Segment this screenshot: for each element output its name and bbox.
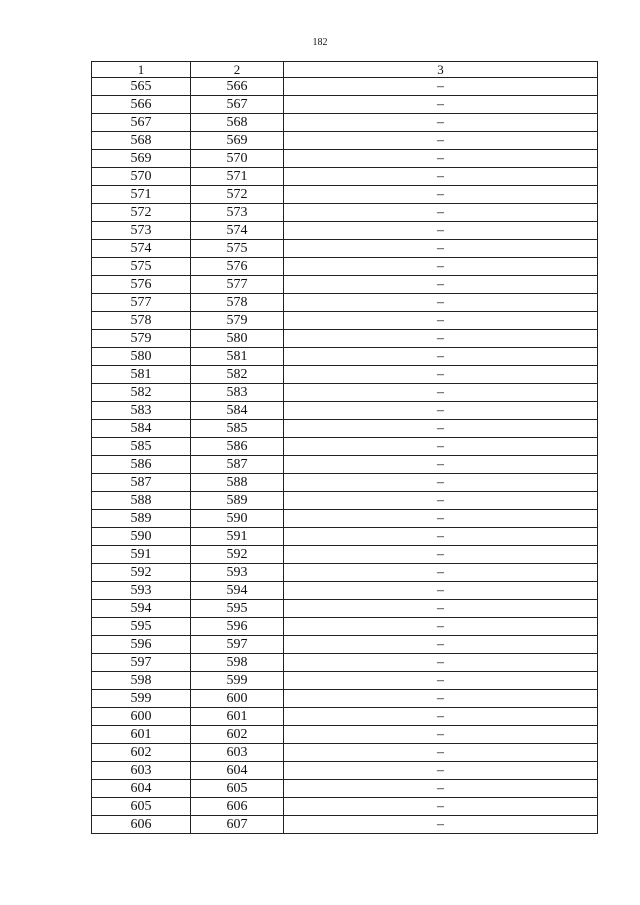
table-cell: 575 [92,258,191,276]
table-cell: 579 [92,330,191,348]
table-row [92,240,598,258]
table-cell: 601 [191,708,284,726]
table-row [92,456,598,474]
table-row [92,600,598,618]
table-row [92,618,598,636]
table-row [92,726,598,744]
table-cell: 596 [191,618,284,636]
table-cell: 604 [92,780,191,798]
table-cell: – [284,672,598,690]
table-cell: 593 [92,582,191,600]
table-cell: – [284,510,598,528]
table-cell: – [284,618,598,636]
table-row [92,762,598,780]
table-cell: – [284,636,598,654]
table-cell: – [284,294,598,312]
table-cell: 587 [92,474,191,492]
table-row [92,312,598,330]
table-cell: 597 [92,654,191,672]
table-row [92,258,598,276]
table-cell: 588 [191,474,284,492]
table-row [92,348,598,366]
table-body [92,62,598,834]
table-cell: 573 [191,204,284,222]
table-cell: – [284,330,598,348]
table-cell: 569 [92,150,191,168]
table-row [92,222,598,240]
table-row [92,798,598,816]
table-row [92,132,598,150]
table-cell: 580 [191,330,284,348]
table-cell: – [284,78,598,96]
table-cell: – [284,600,598,618]
table-cell: 594 [92,600,191,618]
table-cell: – [284,582,598,600]
table-row [92,384,598,402]
table-cell: – [284,492,598,510]
table-cell: 592 [191,546,284,564]
table-cell: 567 [191,96,284,114]
table-row [92,78,598,96]
table-row [92,204,598,222]
data-table [91,61,598,834]
table-cell: 576 [92,276,191,294]
table-cell: 566 [92,96,191,114]
table-row [92,510,598,528]
table-row [92,492,598,510]
table-cell: 568 [92,132,191,150]
table-cell: 591 [191,528,284,546]
table-cell: – [284,240,598,258]
table-cell: – [284,762,598,780]
table-cell: 582 [191,366,284,384]
table-cell: 587 [191,456,284,474]
table-cell: 567 [92,114,191,132]
table-cell: 603 [191,744,284,762]
table-cell: 584 [191,402,284,420]
table-cell: – [284,402,598,420]
table-cell: 586 [191,438,284,456]
table-cell: 603 [92,762,191,780]
table-cell: 581 [191,348,284,366]
table-header-row [92,62,598,78]
table-cell: 590 [191,510,284,528]
table-cell: 590 [92,528,191,546]
table-cell: – [284,114,598,132]
table-row [92,186,598,204]
table-cell: 605 [191,780,284,798]
table-cell: 581 [92,366,191,384]
table-cell: 592 [92,564,191,582]
table-row [92,636,598,654]
table-row [92,474,598,492]
table-cell: – [284,798,598,816]
table-cell: – [284,150,598,168]
table-cell: 600 [191,690,284,708]
table-row [92,168,598,186]
table-cell: 596 [92,636,191,654]
table-cell: – [284,438,598,456]
table-row [92,708,598,726]
table-cell: – [284,564,598,582]
table-cell: – [284,204,598,222]
table-cell: – [284,384,598,402]
table-row [92,780,598,798]
table-cell: – [284,312,598,330]
table-cell: 570 [191,150,284,168]
table-cell: 572 [191,186,284,204]
column-header: 3 [284,62,598,78]
table-row [92,672,598,690]
table-cell: 597 [191,636,284,654]
table-row [92,690,598,708]
table-cell: 574 [191,222,284,240]
table-cell: 575 [191,240,284,258]
table-cell: 589 [191,492,284,510]
table-cell: 582 [92,384,191,402]
table-row [92,546,598,564]
table-cell: 583 [191,384,284,402]
table-cell: 585 [92,438,191,456]
table-cell: 578 [191,294,284,312]
table-cell: 578 [92,312,191,330]
table-cell: 599 [92,690,191,708]
table-cell: – [284,420,598,438]
table-cell: 595 [191,600,284,618]
table-cell: 566 [191,78,284,96]
table-cell: 605 [92,798,191,816]
table-cell: 569 [191,132,284,150]
table-cell: – [284,96,598,114]
table-row [92,114,598,132]
table-cell: – [284,276,598,294]
table-cell: 588 [92,492,191,510]
table-cell: – [284,528,598,546]
table-cell: 573 [92,222,191,240]
column-header: 1 [92,62,191,78]
table-cell: – [284,690,598,708]
table-row [92,438,598,456]
table-row [92,96,598,114]
table-cell: 599 [191,672,284,690]
table-cell: 601 [92,726,191,744]
table-cell: 565 [92,78,191,96]
table-cell: 602 [191,726,284,744]
table-cell: 593 [191,564,284,582]
table-cell: 572 [92,204,191,222]
table-cell: 591 [92,546,191,564]
table-cell: – [284,546,598,564]
table-cell: 574 [92,240,191,258]
table-cell: 606 [92,816,191,834]
table-row [92,816,598,834]
table-cell: 571 [191,168,284,186]
table-row [92,366,598,384]
table-row [92,420,598,438]
table-cell: 580 [92,348,191,366]
table-cell: 594 [191,582,284,600]
table-cell: – [284,132,598,150]
table-row [92,564,598,582]
table-cell: 576 [191,258,284,276]
table-cell: – [284,708,598,726]
table-cell: – [284,366,598,384]
table-cell: – [284,348,598,366]
table-row [92,528,598,546]
table-row [92,276,598,294]
table-cell: 598 [191,654,284,672]
table-cell: – [284,456,598,474]
table-cell: 585 [191,420,284,438]
table-cell: 602 [92,744,191,762]
table-cell: 577 [92,294,191,312]
table-cell: – [284,726,598,744]
table-row [92,294,598,312]
table-row [92,402,598,420]
table-cell: 595 [92,618,191,636]
table-cell: – [284,222,598,240]
table-cell: 583 [92,402,191,420]
page-number: 182 [312,37,328,48]
table-row [92,744,598,762]
table-cell: 577 [191,276,284,294]
table-cell: 570 [92,168,191,186]
table-cell: 600 [92,708,191,726]
column-header: 2 [191,62,284,78]
table-cell: 606 [191,798,284,816]
table-cell: 586 [92,456,191,474]
table-cell: 571 [92,186,191,204]
table-cell: – [284,816,598,834]
table-row [92,582,598,600]
table-row [92,330,598,348]
table-cell: – [284,780,598,798]
table-cell: – [284,258,598,276]
table-cell: 598 [92,672,191,690]
table-cell: – [284,654,598,672]
table-cell: – [284,186,598,204]
table-cell: 589 [92,510,191,528]
table-cell: – [284,474,598,492]
table-cell: – [284,168,598,186]
table-cell: 604 [191,762,284,780]
table-cell: 579 [191,312,284,330]
table-cell: 584 [92,420,191,438]
table-cell: 568 [191,114,284,132]
table-cell: – [284,744,598,762]
table-cell: 607 [191,816,284,834]
table-row [92,150,598,168]
table-row [92,654,598,672]
